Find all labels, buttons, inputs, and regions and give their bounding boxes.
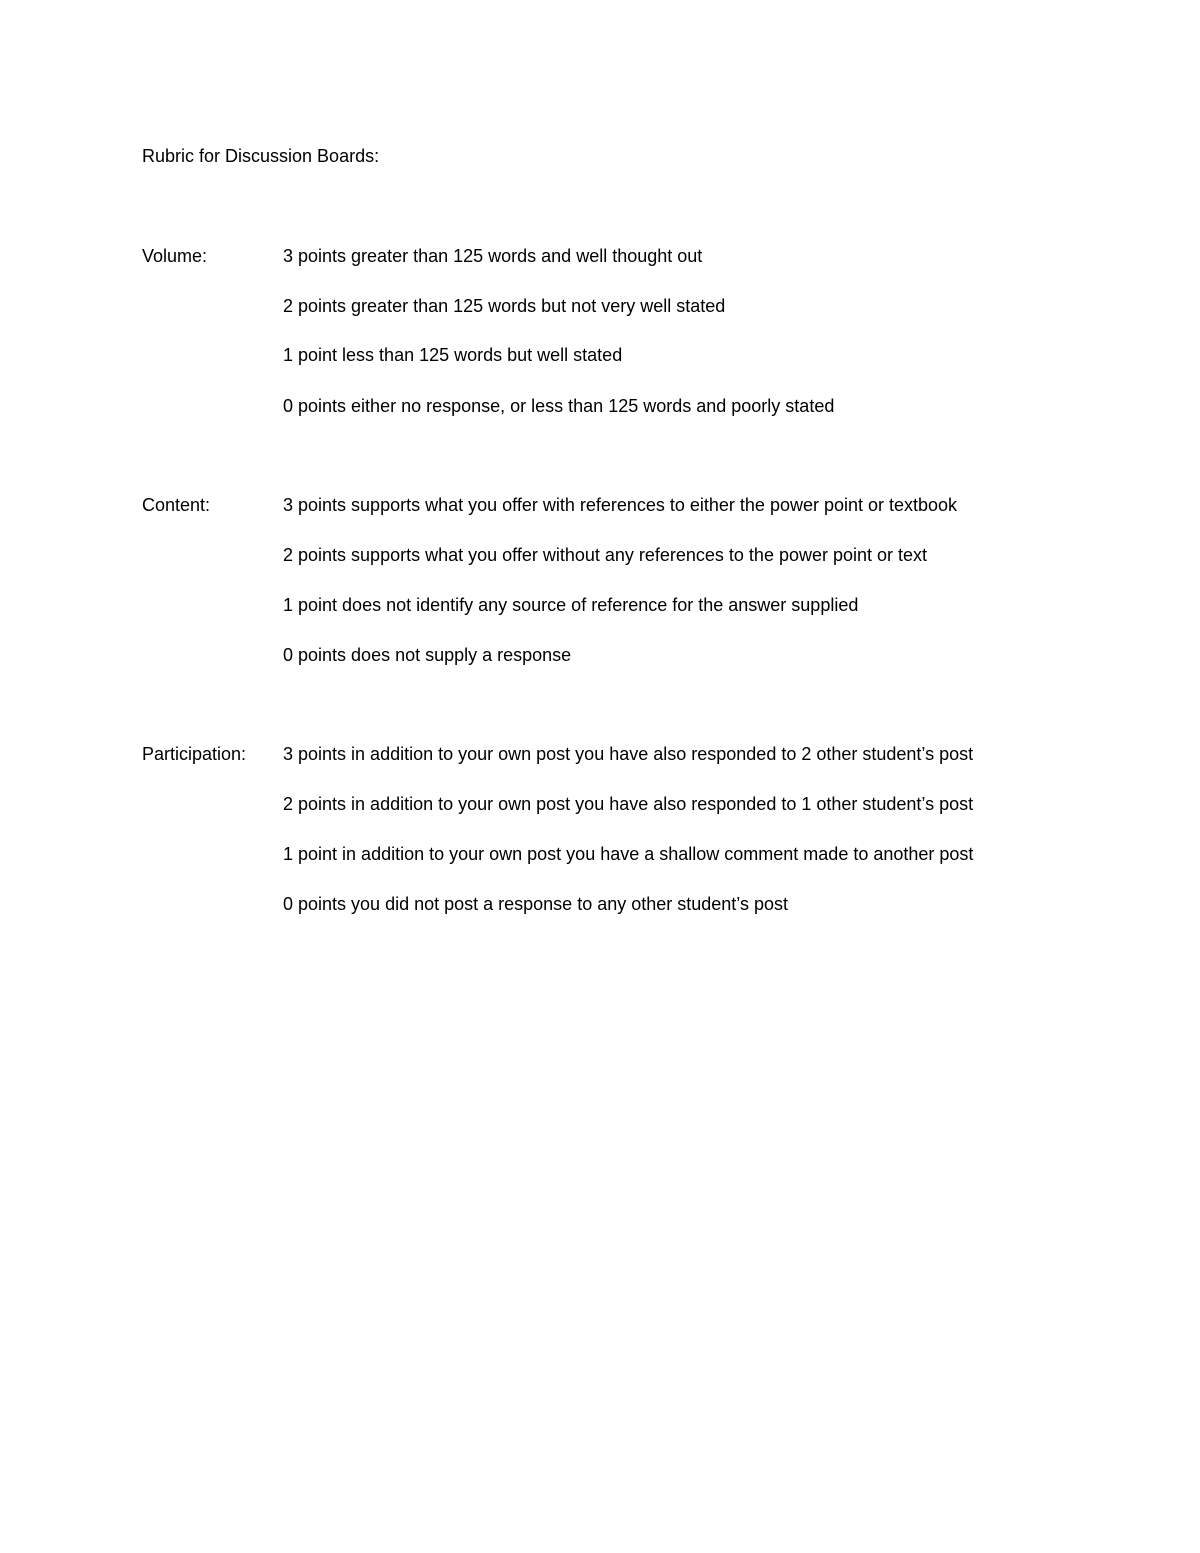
rubric-line: 1 point in addition to your own post you have a shallow comment made to another post bbox=[283, 844, 974, 864]
rubric-line: 0 points either no response, or less than 125 words and poorly stated bbox=[283, 396, 835, 416]
rubric-line: 0 points you did not post a response to any other student’s post bbox=[283, 894, 789, 914]
rubric-line: 1 point less than 125 words but well stated bbox=[283, 345, 623, 365]
document-title: Rubric for Discussion Boards: bbox=[142, 146, 380, 166]
rubric-line: 3 points greater than 125 words and well thought out bbox=[283, 246, 703, 266]
section-label-volume: Volume: bbox=[142, 246, 208, 266]
section-label-participation: Participation: bbox=[142, 744, 247, 764]
rubric-line: 2 points greater than 125 words but not very well stated bbox=[283, 296, 726, 316]
rubric-line: 0 points does not supply a response bbox=[283, 645, 572, 665]
rubric-line: 1 point does not identify any source of reference for the answer supplied bbox=[283, 595, 859, 615]
section-label-content: Content: bbox=[142, 495, 211, 515]
rubric-line: 2 points supports what you offer without any references to the power point or text bbox=[283, 545, 928, 565]
rubric-line: 2 points in addition to your own post you have also responded to 1 other student’s post bbox=[283, 794, 974, 814]
rubric-line: 3 points in addition to your own post you have also responded to 2 other student’s post bbox=[283, 744, 974, 764]
rubric-line: 3 points supports what you offer with references to either the power point or textbook bbox=[283, 495, 958, 515]
